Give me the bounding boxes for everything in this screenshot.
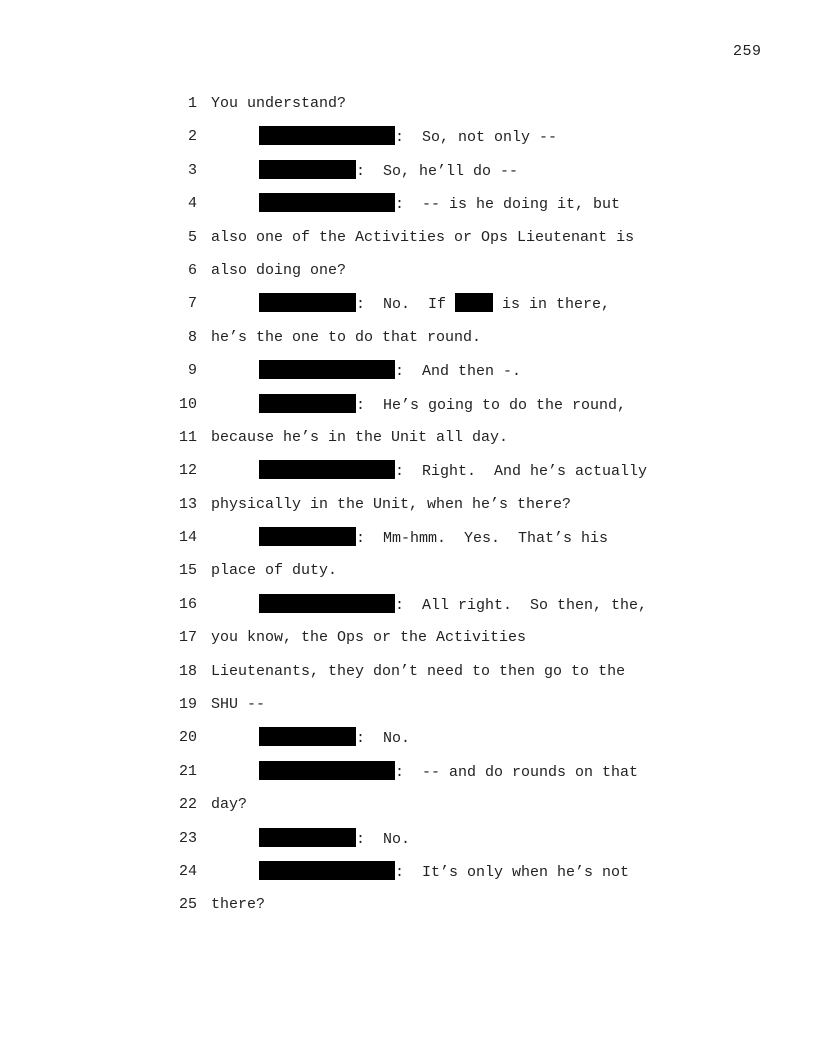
speech-text: : So, not only --: [395, 129, 558, 147]
redacted-speaker-name: [259, 394, 356, 413]
line-text: physically in the Unit, when he’s there?: [211, 495, 572, 513]
line-text: he’s the one to do that round.: [211, 328, 482, 346]
transcript-line: [0, 360, 816, 393]
line-text: place of duty.: [211, 562, 338, 580]
redacted-speaker-name: [259, 727, 356, 746]
transcript-line: [0, 527, 816, 560]
transcript-line: [0, 661, 816, 694]
redacted-speaker-name: [259, 460, 395, 479]
redacted-speaker-name: [259, 160, 356, 179]
redacted-speaker-name: [259, 828, 356, 847]
line-number: 12: [178, 462, 197, 480]
line-number: 10: [178, 395, 197, 413]
speech-text: : No. If: [356, 296, 456, 314]
transcript-line: [0, 794, 816, 827]
line-number: 13: [178, 495, 197, 513]
line-text: SHU --: [211, 696, 266, 714]
line-text: because he’s in the Unit all day.: [211, 428, 509, 446]
speaker-line: [211, 394, 626, 417]
line-number: 25: [178, 896, 197, 914]
line-text: day?: [211, 796, 248, 814]
transcript-line: [0, 828, 816, 861]
line-number: 18: [178, 662, 197, 680]
redacted-speaker-name: [259, 527, 356, 546]
line-number: 16: [178, 595, 197, 613]
transcript-line: [0, 193, 816, 226]
line-number: 8: [187, 328, 197, 346]
line-text: also doing one?: [211, 261, 347, 279]
speaker-line: [211, 828, 410, 851]
line-number: 7: [187, 295, 197, 313]
line-number: 20: [178, 729, 197, 747]
transcript-line: [0, 327, 816, 360]
line-number: 19: [178, 696, 197, 714]
speaker-line: [211, 594, 647, 617]
speaker-line: [211, 460, 647, 483]
line-number: 1: [187, 95, 197, 112]
transcript-line: [0, 293, 816, 326]
transcript-line: [0, 427, 816, 460]
transcript-line: [0, 260, 816, 293]
speech-text: : It’s only when he’s not: [395, 863, 630, 881]
speech-text: : He’s going to do the round,: [356, 396, 627, 414]
line-text: also one of the Activities or Ops Lieutenant is: [211, 228, 635, 246]
speaker-line: [211, 160, 518, 183]
transcript-line: [0, 394, 816, 427]
redacted-speaker-name: [259, 293, 356, 312]
redacted-speaker-name: [259, 360, 395, 379]
transcript-line: [0, 560, 816, 593]
line-number: 14: [178, 529, 197, 547]
line-number: 24: [178, 862, 197, 880]
line-number: 4: [187, 195, 197, 213]
line-number: 9: [187, 362, 197, 380]
speech-text: : -- is he doing it, but: [395, 196, 621, 214]
speech-text: : So, he’ll do --: [356, 162, 519, 180]
speech-text: : All right. So then, the,: [395, 596, 648, 614]
speaker-line: [211, 861, 629, 884]
line-number: 5: [187, 228, 197, 246]
redacted-inline-name: [455, 293, 493, 312]
transcript-line: [0, 227, 816, 260]
speaker-line: [211, 727, 410, 750]
line-number: 23: [178, 829, 197, 847]
redacted-speaker-name: [259, 861, 395, 880]
speech-text: : And then -.: [395, 363, 522, 381]
speaker-line: [211, 360, 521, 383]
line-text: You understand?: [211, 95, 347, 112]
line-text: there?: [211, 896, 266, 914]
transcript-line: [0, 627, 816, 660]
speech-text: : Right. And he’s actually: [395, 463, 648, 481]
transcript-line: [0, 460, 816, 493]
line-number: 2: [187, 128, 197, 146]
transcript-line: [0, 694, 816, 727]
transcript-line: [0, 861, 816, 894]
page-number: 259: [733, 43, 762, 60]
transcript-line: [0, 160, 816, 193]
line-number: 11: [178, 428, 197, 446]
transcript-body: [0, 93, 816, 928]
transcript-line: [0, 126, 816, 159]
speaker-line: [211, 527, 608, 550]
transcript-line: [0, 761, 816, 794]
speaker-line: [211, 761, 638, 784]
speech-text: : No.: [356, 730, 411, 748]
transcript-line: [0, 894, 816, 927]
transcript-line: [0, 594, 816, 627]
redacted-speaker-name: [259, 126, 395, 145]
line-number: 17: [178, 629, 197, 647]
line-number: 3: [187, 161, 197, 179]
speech-text-continued: is in there,: [493, 296, 611, 314]
transcript-line: [0, 93, 816, 126]
line-number: 6: [187, 261, 197, 279]
redacted-speaker-name: [259, 193, 395, 212]
line-text: you know, the Ops or the Activities: [211, 629, 527, 647]
line-number: 15: [178, 562, 197, 580]
line-number: 21: [178, 762, 197, 780]
speech-text: : Mm-hmm. Yes. That’s his: [356, 530, 609, 548]
speaker-line: [211, 193, 620, 216]
speaker-line: [211, 126, 557, 149]
redacted-speaker-name: [259, 594, 395, 613]
line-text: Lieutenants, they don’t need to then go to the: [211, 662, 626, 680]
speech-text: : No.: [356, 830, 411, 848]
speaker-line: [211, 293, 610, 316]
transcript-line: [0, 727, 816, 760]
transcript-line: [0, 494, 816, 527]
line-number: 22: [178, 796, 197, 814]
redacted-speaker-name: [259, 761, 395, 780]
speech-text: : -- and do rounds on that: [395, 763, 639, 781]
